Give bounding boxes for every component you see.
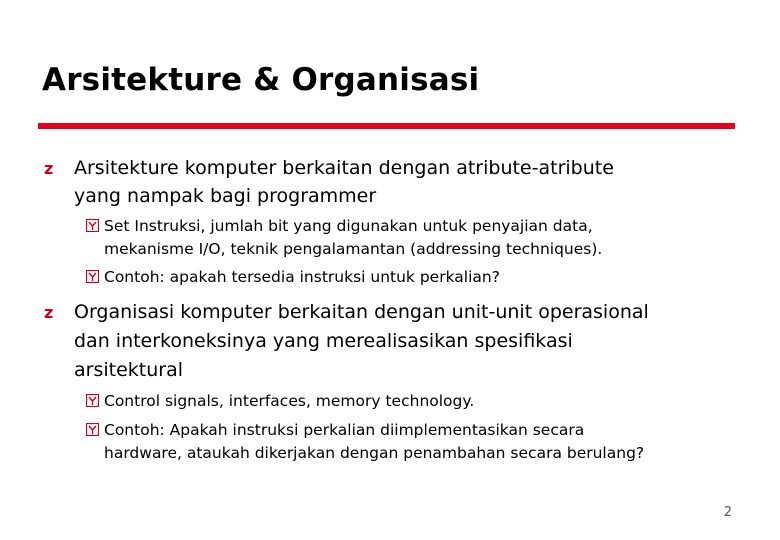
red-box-y-bullet-icon xyxy=(86,423,99,436)
slide-title: Arsitekture & Organisasi xyxy=(42,62,480,98)
subpoint-line: hardware, ataukah dikerjakan dengan penambahan secara berulang? xyxy=(104,444,645,462)
page-number: 2 xyxy=(723,505,732,520)
point-line: arsitektural xyxy=(74,359,183,381)
point-line: Arsitekture komputer berkaitan dengan atribute-atribute xyxy=(74,157,614,179)
red-box-y-bullet-icon xyxy=(86,394,99,407)
subpoint-line: mekanisme I/O, teknik pengalamantan (addressing techniques). xyxy=(104,240,603,258)
subpoint-line: Contoh: apakah tersedia instruksi untuk perkalian? xyxy=(104,268,500,286)
red-box-y-bullet-icon xyxy=(86,270,99,283)
point-line: Organisasi komputer berkaitan dengan unit-unit operasional xyxy=(74,301,649,323)
point-line: yang nampak bagi programmer xyxy=(74,185,377,207)
z-bullet-icon: z xyxy=(44,159,54,178)
subpoint-line: Set Instruksi, jumlah bit yang digunakan untuk penyajian data, xyxy=(104,217,593,235)
title-underline xyxy=(38,123,735,129)
subpoint-line: Contoh: Apakah instruksi perkalian diimplementasikan secara xyxy=(104,421,585,439)
point-line: dan interkoneksinya yang merealisasikan spesifikasi xyxy=(74,330,573,352)
red-box-y-bullet-icon xyxy=(86,219,99,232)
z-bullet-icon: z xyxy=(44,303,54,322)
subpoint-line: Control signals, interfaces, memory technology. xyxy=(104,392,475,410)
